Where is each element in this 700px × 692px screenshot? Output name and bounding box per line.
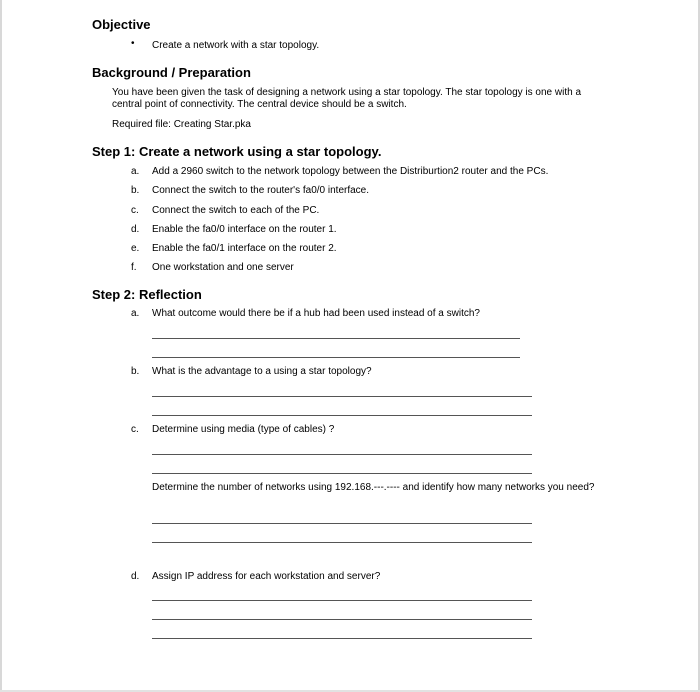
question-d-marker: d. bbox=[131, 571, 140, 582]
step1-item-b: Connect the switch to the router's fa0/0 interface. bbox=[152, 185, 370, 196]
answer-line bbox=[152, 338, 520, 339]
question-a-marker: a. bbox=[131, 308, 140, 319]
step1-item-a: Add a 2960 switch to the network topology between the Distriburtion2 router and the PCs. bbox=[152, 166, 549, 177]
step1-item-d: Enable the fa0/0 interface on the router 1. bbox=[152, 224, 337, 235]
step1-marker-f: f. bbox=[131, 262, 137, 273]
step1-item-e: Enable the fa0/1 interface on the router 2. bbox=[152, 243, 337, 254]
bullet-icon: • bbox=[131, 38, 135, 49]
step1-marker-c: c. bbox=[131, 205, 139, 216]
objective-item: Create a network with a star topology. bbox=[152, 40, 320, 51]
answer-line bbox=[152, 638, 532, 639]
required-file: Required file: Creating Star.pka bbox=[112, 119, 251, 130]
background-heading: Background / Preparation bbox=[92, 65, 251, 80]
step1-marker-a: a. bbox=[131, 166, 140, 177]
question-c-marker: c. bbox=[131, 424, 139, 435]
answer-line bbox=[152, 523, 532, 524]
answer-line bbox=[152, 600, 532, 601]
answer-line bbox=[152, 415, 532, 416]
answer-line bbox=[152, 542, 532, 543]
answer-line bbox=[152, 357, 520, 358]
question-b-text: What is the advantage to a using a star topology? bbox=[152, 366, 372, 377]
question-d-text: Assign IP address for each workstation and server? bbox=[152, 571, 381, 582]
answer-line bbox=[152, 396, 532, 397]
question-c2-text: Determine the number of networks using 192.168.---.---- and identify how many networks you need? bbox=[152, 482, 595, 493]
answer-line bbox=[152, 473, 532, 474]
step1-heading: Step 1: Create a network using a star topology. bbox=[92, 144, 382, 159]
background-paragraph: You have been given the task of designing a network using a star topology. The star topology is one with a central point of connectivity. The central device should be a switch. bbox=[112, 87, 582, 110]
step1-marker-d: d. bbox=[131, 224, 140, 235]
answer-line bbox=[152, 619, 532, 620]
step2-heading: Step 2: Reflection bbox=[92, 287, 202, 302]
question-a-text: What outcome would there be if a hub had been used instead of a switch? bbox=[152, 308, 480, 319]
step1-item-f: One workstation and one server bbox=[152, 262, 294, 273]
answer-line bbox=[152, 454, 532, 455]
question-b-marker: b. bbox=[131, 366, 140, 377]
step1-item-c: Connect the switch to each of the PC. bbox=[152, 205, 320, 216]
step1-marker-e: e. bbox=[131, 243, 140, 254]
objective-heading: Objective bbox=[92, 17, 151, 32]
page-border-left bbox=[0, 0, 2, 692]
step1-marker-b: b. bbox=[131, 185, 140, 196]
question-c-text: Determine using media (type of cables) ? bbox=[152, 424, 335, 435]
